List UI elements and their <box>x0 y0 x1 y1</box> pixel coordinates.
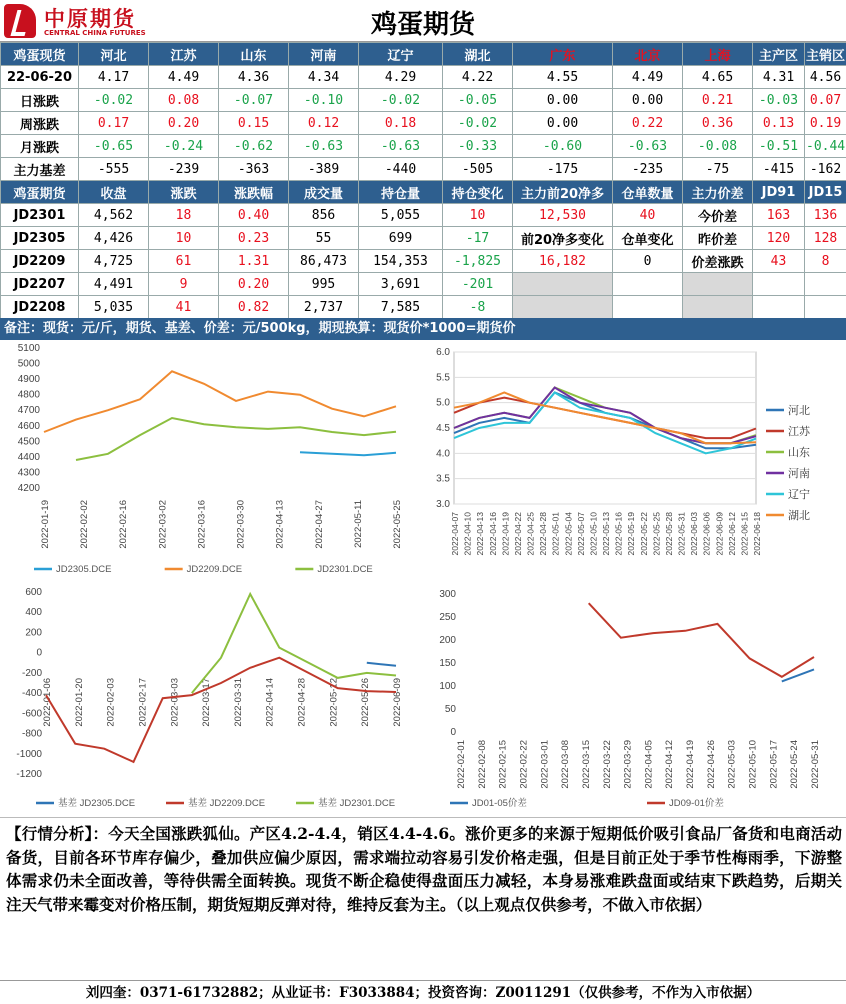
x-tick-label: 2022-04-28 <box>538 512 549 556</box>
x-tick-label: 2022-06-09 <box>714 512 725 556</box>
series-line <box>589 603 814 677</box>
spot-value-cell: -162 <box>805 158 846 181</box>
futures-row <box>1 250 846 273</box>
change-cell: 9 <box>149 273 219 296</box>
spot-header-cell: 上海 <box>683 43 753 66</box>
open-interest-cell: 154,353 <box>359 250 443 273</box>
volume-cell: 856 <box>289 204 359 227</box>
volume-cell: 86,473 <box>289 250 359 273</box>
x-tick-label: 2022-04-07 <box>450 512 460 556</box>
spot-value-cell: -505 <box>443 158 513 181</box>
chart-futures-close-svg <box>0 340 410 580</box>
spot-value-cell: 4.55 <box>513 66 613 89</box>
y-tick-label: 4500 <box>17 436 40 448</box>
spot-row-label: 月涨跌 <box>1 135 79 158</box>
y-tick-label: -600 <box>21 708 42 720</box>
spot-value-cell: -75 <box>683 158 753 181</box>
spot-value-cell: -0.51 <box>753 135 805 158</box>
spot-value-cell: 0.15 <box>219 112 289 135</box>
y-tick-label: 0 <box>36 647 42 659</box>
x-tick-label: 2022-03-22 <box>601 740 613 789</box>
spot-row-label: 22-06-20 <box>1 66 79 89</box>
y-tick-label: 4300 <box>17 467 40 479</box>
change-pct-cell: 1.31 <box>219 250 289 273</box>
spot-value-cell: -0.63 <box>289 135 359 158</box>
spot-value-cell: -0.63 <box>613 135 683 158</box>
spot-header-cell: 主销区 <box>805 43 846 66</box>
spot-value-cell: 0.13 <box>753 112 805 135</box>
x-tick-label: 2022-05-03 <box>726 740 738 789</box>
x-tick-label: 2022-05-31 <box>676 512 687 556</box>
y-tick-label: -1000 <box>16 748 42 760</box>
x-tick-label: 2022-05-26 <box>360 678 372 727</box>
x-tick-label: 2022-05-10 <box>588 512 599 556</box>
y-tick-label: -1200 <box>16 769 42 780</box>
spot-value-cell: -235 <box>613 158 683 181</box>
open-interest-cell: 3,691 <box>359 273 443 296</box>
spot-header-row <box>1 43 846 66</box>
net-long-change-value: 16,182 <box>513 250 613 273</box>
series-line <box>454 388 756 444</box>
warehouse-value: 40 <box>613 204 683 227</box>
x-tick-label: 2022-03-17 <box>201 678 213 727</box>
spot-header-cell: 湖北 <box>443 43 513 66</box>
spot-value-cell: -0.05 <box>443 89 513 112</box>
spot-value-cell: -0.44 <box>805 135 846 158</box>
x-tick-label: 2022-04-19 <box>685 740 697 789</box>
y-tick-label: 4400 <box>17 451 40 463</box>
x-tick-label: 2022-04-12 <box>664 740 676 789</box>
x-tick-label: 2022-03-02 <box>157 500 169 549</box>
jd91-cell: 120 <box>753 227 805 250</box>
change-pct-cell: 0.23 <box>219 227 289 250</box>
futures-header-cell: 主力价差 <box>683 181 753 204</box>
spot-value-cell: -0.65 <box>79 135 149 158</box>
y-tick-label: -200 <box>21 667 42 679</box>
x-tick-label: 2022-05-28 <box>663 512 674 556</box>
series-line <box>454 393 756 444</box>
empty-cell <box>753 273 805 296</box>
legend-label: 河南 <box>788 467 810 480</box>
y-tick-label: 4200 <box>17 483 40 494</box>
contract-cell: JD2207 <box>1 273 79 296</box>
empty-cell <box>513 296 613 319</box>
x-tick-label: 2022-04-22 <box>512 512 523 556</box>
oi-change-cell: -201 <box>443 273 513 296</box>
x-tick-label: 2022-06-15 <box>739 512 750 556</box>
spot-value-cell: 4.17 <box>79 66 149 89</box>
logo-english: CENTRAL CHINA FUTURES <box>44 29 146 37</box>
y-tick-label: -400 <box>21 688 42 700</box>
y-tick-label: 400 <box>25 607 42 619</box>
x-tick-label: 2022-06-12 <box>726 512 737 556</box>
jd91-cell: 163 <box>753 204 805 227</box>
spot-value-cell: -415 <box>753 158 805 181</box>
market-analysis: 【行情分析】：今天全国涨跌狐仙。产区4.2-4.4，销区4.4-4.6。涨价更多的来源于短期低价吸引食品厂备货和电商活动备货，目前各环节库存偏少，叠加供应偏少原因，需求端拉动容易引发价格走强，但是目前正处于季节性梅雨季，下游整体需求仍未全面改善，等待供需全面转换。现货不断企稳使得盘面压力减轻，本身易涨难跌盘面或结束下跌趋势，后期关注天气带来霉变对价格压制，期货短期反弹对待，维持反套为主。（以上观点仅供参考，不做入市依据） <box>6 824 842 914</box>
y-tick-label: 0 <box>450 727 456 738</box>
x-tick-label: 2022-04-10 <box>462 512 473 556</box>
spot-value-cell: 0.07 <box>805 89 846 112</box>
series-line <box>367 663 396 666</box>
empty-cell <box>805 273 846 296</box>
spot-header-cell: 河南 <box>289 43 359 66</box>
x-tick-label: 2022-05-04 <box>563 512 574 556</box>
close-cell: 4,562 <box>79 204 149 227</box>
spot-row-label: 日涨跌 <box>1 89 79 112</box>
x-tick-label: 2022-04-13 <box>475 512 486 556</box>
x-tick-label: 2022-05-19 <box>626 512 637 556</box>
futures-row <box>1 204 846 227</box>
y-tick-label: 150 <box>439 658 456 669</box>
legend-label: JD2209.DCE <box>186 564 243 575</box>
futures-header-row <box>1 181 846 204</box>
spot-value-cell: -0.08 <box>683 135 753 158</box>
x-tick-label: 2022-05-17 <box>768 740 780 789</box>
spot-value-cell: 0.20 <box>149 112 219 135</box>
close-cell: 5,035 <box>79 296 149 319</box>
oi-change-cell: 10 <box>443 204 513 227</box>
x-tick-label: 2022-05-01 <box>550 512 561 556</box>
jd15-cell: 136 <box>805 204 846 227</box>
futures-header-cell: 持仓变化 <box>443 181 513 204</box>
spot-value-cell: 0.00 <box>613 89 683 112</box>
y-tick-label: 3.0 <box>436 499 450 510</box>
spot-value-cell: 0.36 <box>683 112 753 135</box>
close-cell: 4,725 <box>79 250 149 273</box>
series-line <box>782 669 814 681</box>
x-tick-label: 2022-03-16 <box>196 500 208 549</box>
futures-header-cell: 涨跌 <box>149 181 219 204</box>
spot-header-cell: 北京 <box>613 43 683 66</box>
legend-label: 山东 <box>788 446 810 459</box>
net-long-value: 12,530 <box>513 204 613 227</box>
empty-cell <box>613 273 683 296</box>
spot-value-cell: 0.08 <box>149 89 219 112</box>
close-cell: 4,426 <box>79 227 149 250</box>
empty-cell <box>613 296 683 319</box>
futures-header-cell: JD91 <box>753 181 805 204</box>
x-tick-label: 2022-03-08 <box>560 740 572 789</box>
futures-header-cell: JD15 <box>805 181 846 204</box>
spot-value-cell: -239 <box>149 158 219 181</box>
open-interest-cell: 699 <box>359 227 443 250</box>
spot-value-cell: -0.02 <box>359 89 443 112</box>
series-line <box>44 371 396 432</box>
spot-header-cell: 辽宁 <box>359 43 443 66</box>
y-tick-label: 4900 <box>17 374 40 386</box>
spot-value-cell: 0.21 <box>683 89 753 112</box>
spot-price-table <box>0 42 846 181</box>
y-tick-label: 5.5 <box>436 372 450 384</box>
futures-header-cell: 收盘 <box>79 181 149 204</box>
legend-label: JD01-05价差 <box>472 798 527 809</box>
change-cell: 41 <box>149 296 219 319</box>
x-tick-label: 2022-04-25 <box>525 512 536 556</box>
x-tick-label: 2022-04-19 <box>500 512 511 556</box>
spot-value-cell: -555 <box>79 158 149 181</box>
spot-header-cell: 山东 <box>219 43 289 66</box>
spread-yday-label: 昨价差 <box>683 227 753 250</box>
x-tick-label: 2022-06-18 <box>752 512 762 556</box>
chart-basis <box>0 582 410 816</box>
futures-row <box>1 273 846 296</box>
logo-chinese: 中原期货 <box>44 6 136 31</box>
legend-label: 基差 JD2209.DCE <box>188 798 266 809</box>
spot-value-cell: 4.31 <box>753 66 805 89</box>
x-tick-label: 2022-02-08 <box>476 740 488 789</box>
spot-row <box>1 158 846 181</box>
units-note: 备注：现货：元/斤，期货、基差、价差：元/500kg，期现换算：现货价*1000=期货价 <box>0 318 846 340</box>
x-tick-label: 2022-05-13 <box>601 512 611 556</box>
legend-label: 湖北 <box>788 509 810 522</box>
spot-header-cell: 广东 <box>513 43 613 66</box>
spot-value-cell: 4.65 <box>683 66 753 89</box>
spot-row-label: 主力基差 <box>1 158 79 181</box>
spot-value-cell: 0.17 <box>79 112 149 135</box>
legend-label: JD2301.DCE <box>317 564 373 575</box>
spot-value-cell: -0.07 <box>219 89 289 112</box>
spot-value-cell: 0.00 <box>513 89 613 112</box>
x-tick-label: 2022-05-22 <box>638 512 649 556</box>
change-pct-cell: 0.20 <box>219 273 289 296</box>
spot-value-cell: -0.62 <box>219 135 289 158</box>
spot-value-cell: -440 <box>359 158 443 181</box>
spread-change-label: 价差涨跌 <box>683 250 753 273</box>
x-tick-label: 2022-02-03 <box>105 678 117 727</box>
x-tick-label: 2022-04-28 <box>296 678 308 727</box>
spot-value-cell: 0.22 <box>613 112 683 135</box>
legend-label: 基差 JD2305.DCE <box>58 798 136 809</box>
x-tick-label: 2022-03-29 <box>622 740 634 789</box>
x-tick-label: 2022-02-01 <box>456 740 467 789</box>
spot-value-cell: -0.10 <box>289 89 359 112</box>
jd15-cell: 128 <box>805 227 846 250</box>
y-tick-label: 4.5 <box>436 423 450 434</box>
x-tick-label: 2022-05-25 <box>651 512 662 556</box>
jd15-cell: 8 <box>805 250 846 273</box>
legend-label: JD2305.DCE <box>56 564 112 575</box>
spot-header-cell: 鸡蛋现货 <box>1 43 79 66</box>
spot-header-cell: 河北 <box>79 43 149 66</box>
chart-futures-close <box>0 340 410 580</box>
change-cell: 61 <box>149 250 219 273</box>
spread-today-label: 今价差 <box>683 204 753 227</box>
y-tick-label: 6.0 <box>436 347 450 358</box>
x-tick-label: 2022-03-30 <box>235 500 247 549</box>
x-tick-label: 2022-02-17 <box>137 678 149 727</box>
spot-header-cell: 主产区 <box>753 43 805 66</box>
y-tick-label: 200 <box>439 635 456 646</box>
close-cell: 4,491 <box>79 273 149 296</box>
spot-value-cell: 4.22 <box>443 66 513 89</box>
empty-cell <box>805 296 846 319</box>
spot-value-cell: -0.24 <box>149 135 219 158</box>
x-tick-label: 2022-02-15 <box>497 740 509 789</box>
x-tick-label: 2022-02-22 <box>518 740 530 789</box>
spot-value-cell: 0.19 <box>805 112 846 135</box>
x-tick-label: 2022-04-05 <box>643 740 655 789</box>
contract-cell: JD2305 <box>1 227 79 250</box>
volume-cell: 55 <box>289 227 359 250</box>
x-tick-label: 2022-04-16 <box>487 512 498 556</box>
y-tick-label: 200 <box>25 627 42 639</box>
series-line <box>454 388 756 444</box>
open-interest-cell: 5,055 <box>359 204 443 227</box>
spot-row <box>1 135 846 158</box>
net-long-change-label: 前20净多变化 <box>513 227 613 250</box>
change-cell: 10 <box>149 227 219 250</box>
futures-table <box>0 180 846 319</box>
x-tick-label: 2022-03-31 <box>232 678 244 727</box>
x-tick-label: 2022-05-12 <box>328 678 340 727</box>
y-tick-label: 4.0 <box>436 448 450 460</box>
x-tick-label: 2022-03-15 <box>580 740 592 789</box>
spot-value-cell: 4.29 <box>359 66 443 89</box>
y-tick-label: 4800 <box>17 389 40 401</box>
y-tick-label: 5.0 <box>436 397 450 409</box>
chart-basis-svg <box>0 582 410 816</box>
spot-value-cell: -0.02 <box>443 112 513 135</box>
oi-change-cell: -8 <box>443 296 513 319</box>
volume-cell: 2,737 <box>289 296 359 319</box>
open-interest-cell: 7,585 <box>359 296 443 319</box>
x-tick-label: 2022-05-25 <box>392 500 403 549</box>
chart-spot-regions-svg <box>418 344 846 570</box>
warehouse-change-value: 0 <box>613 250 683 273</box>
spot-header-cell: 江苏 <box>149 43 219 66</box>
x-tick-label: 2022-03-01 <box>539 740 551 789</box>
x-tick-label: 2022-05-07 <box>575 512 586 556</box>
spot-value-cell: -0.60 <box>513 135 613 158</box>
x-tick-label: 2022-05-10 <box>747 740 759 789</box>
y-tick-label: 100 <box>439 681 456 692</box>
spot-value-cell: -0.63 <box>359 135 443 158</box>
spot-value-cell: -0.02 <box>79 89 149 112</box>
x-tick-label: 2022-04-27 <box>313 500 325 549</box>
empty-cell <box>513 273 613 296</box>
spot-value-cell: -0.33 <box>443 135 513 158</box>
contract-cell: JD2209 <box>1 250 79 273</box>
futures-row <box>1 227 846 250</box>
change-cell: 18 <box>149 204 219 227</box>
spot-value-cell: -363 <box>219 158 289 181</box>
spot-value-cell: 0.00 <box>513 112 613 135</box>
contract-cell: JD2301 <box>1 204 79 227</box>
x-tick-label: 2022-01-19 <box>40 500 51 549</box>
futures-row <box>1 296 846 319</box>
x-tick-label: 2022-04-26 <box>705 740 717 789</box>
x-tick-label: 2022-05-11 <box>352 500 364 548</box>
series-line <box>454 393 756 449</box>
x-tick-label: 2022-04-13 <box>274 500 286 549</box>
y-tick-label: 5000 <box>17 358 40 370</box>
legend-label: 河北 <box>788 404 810 417</box>
spot-row <box>1 89 846 112</box>
futures-header-cell: 涨跌幅 <box>219 181 289 204</box>
spot-value-cell: 4.56 <box>805 66 846 89</box>
chart-spot-regions <box>418 344 846 570</box>
spot-value-cell: -0.03 <box>753 89 805 112</box>
spot-value-cell: 4.34 <box>289 66 359 89</box>
volume-cell: 995 <box>289 273 359 296</box>
legend-label: 基差 JD2301.DCE <box>318 798 396 809</box>
spot-value-cell: 4.36 <box>219 66 289 89</box>
chart-spread <box>418 576 846 816</box>
warehouse-change-label: 仓单变化 <box>613 227 683 250</box>
legend-label: 辽宁 <box>788 488 810 501</box>
spot-value-cell: -389 <box>289 158 359 181</box>
x-tick-label: 2022-05-16 <box>613 512 624 556</box>
jd91-cell: 43 <box>753 250 805 273</box>
oi-change-cell: -17 <box>443 227 513 250</box>
spot-value-cell: -175 <box>513 158 613 181</box>
y-tick-label: 3.5 <box>436 473 450 485</box>
x-tick-label: 2022-06-09 <box>392 678 403 727</box>
x-tick-label: 2022-02-02 <box>79 500 91 549</box>
x-tick-label: 2022-03-03 <box>169 678 181 727</box>
series-line <box>300 452 396 455</box>
empty-cell <box>683 273 753 296</box>
x-tick-label: 2022-04-14 <box>264 678 276 727</box>
y-tick-label: -800 <box>21 728 42 740</box>
spot-value-cell: 4.49 <box>613 66 683 89</box>
contact-footer: 刘四奎：0371-61732882；从业证书：F3033884；投资咨询：Z0011291（仅供参考，不作为入市依据） <box>0 980 846 1004</box>
empty-cell <box>683 296 753 319</box>
legend-label: JD09-01价差 <box>669 798 724 809</box>
y-tick-label: 4600 <box>17 420 40 432</box>
x-tick-label: 2022-06-06 <box>701 512 712 556</box>
contract-cell: JD2208 <box>1 296 79 319</box>
spot-row <box>1 66 846 89</box>
futures-header-cell: 仓单数量 <box>613 181 683 204</box>
chart-spread-svg <box>418 576 846 816</box>
report-title: 鸡蛋期货 <box>370 10 475 40</box>
futures-header-cell: 鸡蛋期货 <box>1 181 79 204</box>
y-tick-label: 250 <box>439 612 456 623</box>
change-pct-cell: 0.40 <box>219 204 289 227</box>
x-tick-label: 2022-02-16 <box>118 500 130 549</box>
y-tick-label: 5100 <box>17 343 40 354</box>
spot-value-cell: 0.12 <box>289 112 359 135</box>
empty-cell <box>753 296 805 319</box>
spot-value-cell: 4.49 <box>149 66 219 89</box>
y-tick-label: 300 <box>439 589 456 600</box>
y-tick-label: 600 <box>25 587 42 598</box>
futures-header-cell: 主力前20净多 <box>513 181 613 204</box>
x-tick-label: 2022-06-03 <box>689 512 700 556</box>
y-tick-label: 4700 <box>17 405 40 417</box>
spot-row-label: 周涨跌 <box>1 112 79 135</box>
x-tick-label: 2022-05-31 <box>810 740 821 789</box>
legend-label: 江苏 <box>788 425 810 438</box>
futures-header-cell: 成交量 <box>289 181 359 204</box>
change-pct-cell: 0.82 <box>219 296 289 319</box>
series-line <box>46 658 396 762</box>
oi-change-cell: -1,825 <box>443 250 513 273</box>
spot-value-cell: 0.18 <box>359 112 443 135</box>
x-tick-label: 2022-05-24 <box>789 740 801 789</box>
spot-row <box>1 112 846 135</box>
x-tick-label: 2022-01-06 <box>42 678 53 727</box>
x-tick-label: 2022-01-20 <box>73 678 85 727</box>
report-header <box>0 0 846 42</box>
y-tick-label: 50 <box>444 704 456 715</box>
futures-header-cell: 持仓量 <box>359 181 443 204</box>
